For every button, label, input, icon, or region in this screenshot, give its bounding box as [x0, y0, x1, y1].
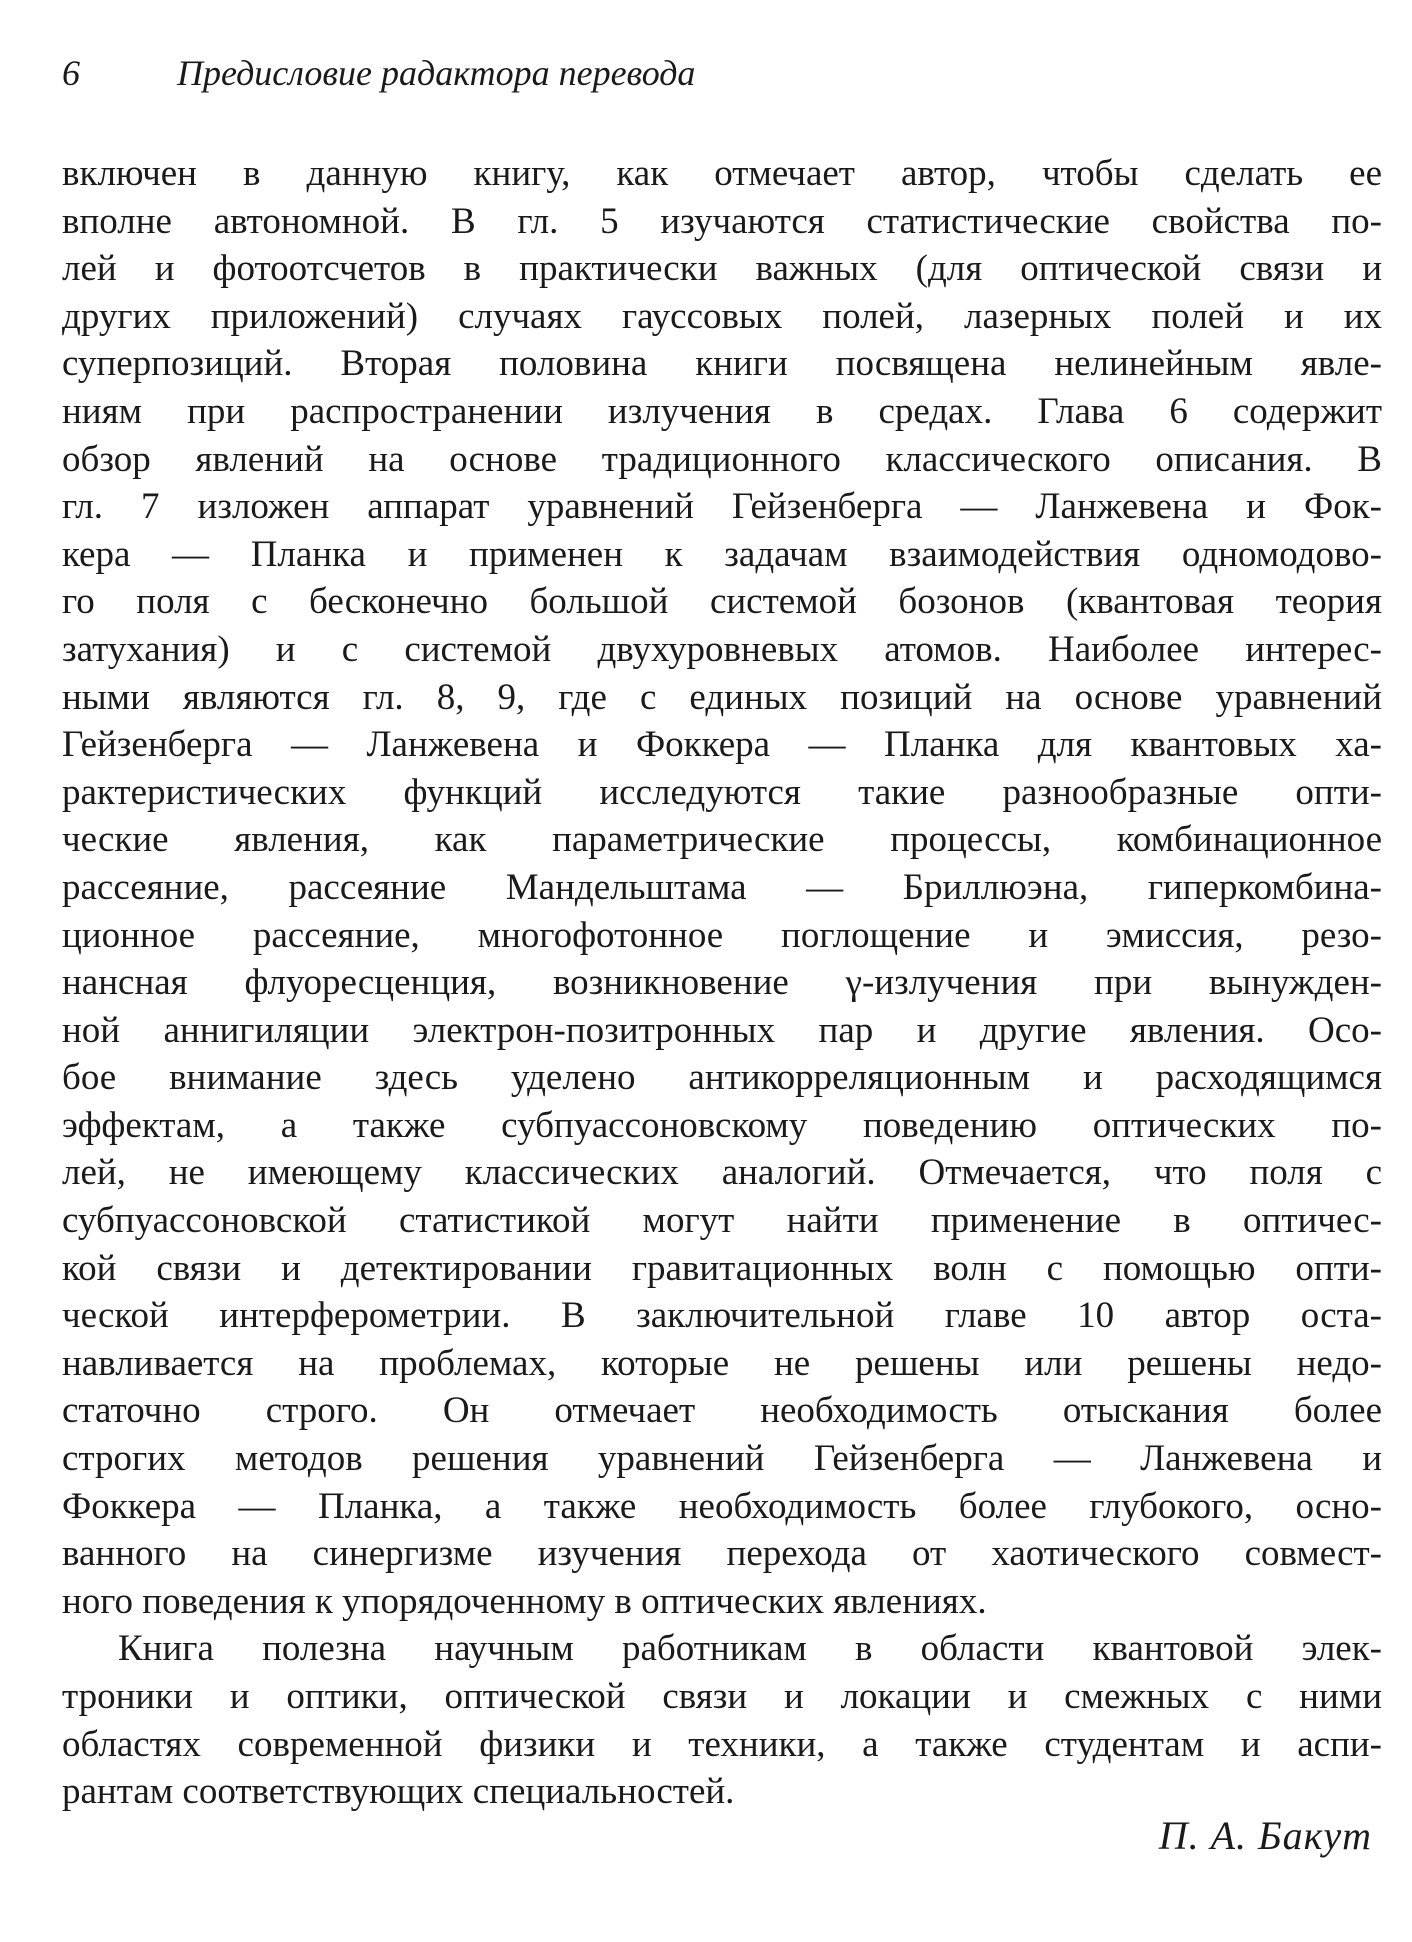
text-line: ной аннигиляции электрон-позитронных пар и другие явления. Осо- [62, 1009, 1382, 1051]
text-line: рактеристических функций исследуются такие разнообразные опти- [62, 771, 1382, 813]
text-line: суперпозиций. Вторая половина книги посвящена нелинейным явле- [62, 343, 1382, 385]
page-number: 6 [62, 53, 80, 93]
running-head [62, 48, 1362, 98]
text-line: ческие явления, как параметрические процессы, комбинационное [62, 819, 1382, 861]
paragraph [62, 1625, 1382, 1815]
text-line: нансная флуоресценция, возникновение γ-излучения при вынужден- [62, 962, 1382, 1004]
text-line: Гейзенберга — Ланжевена и Фоккера — Планка для квантовых ха- [62, 724, 1382, 766]
text-line: лей, не имеющему классических аналогий. Отмечается, что поля с [62, 1152, 1382, 1194]
text-line: других приложений) случаях гауссовых полей, лазерных полей и их [62, 295, 1382, 337]
text-line: вполне автономной. В гл. 5 изучаются статистические свойства по- [62, 200, 1382, 242]
text-line: статочно строго. Он отмечает необходимость отыскания более [62, 1390, 1382, 1432]
text-line: навливается на проблемах, которые не решены или решены недо- [62, 1342, 1382, 1384]
text-line: ционное рассеяние, многофотонное поглощение и эмиссия, резо- [62, 914, 1382, 956]
body-text [62, 150, 1382, 1816]
text-line: субпуассоновской статистикой могут найти применение в оптичес- [62, 1200, 1382, 1242]
text-line: рассеяние, рассеяние Мандельштама — Бриллюэна, гиперкомбина- [62, 866, 1382, 908]
text-line: ного поведения к упорядоченному в оптических явлениях. [62, 1580, 987, 1622]
text-line: троники и оптики, оптической связи и локации и смежных с ними [62, 1676, 1382, 1717]
text-line: ниям при распространении излучения в средах. Глава 6 содержит [62, 390, 1382, 432]
text-line: ческой интерферометрии. В заключительной главе 10 автор оста- [62, 1295, 1382, 1337]
text-line: го поля с бесконечно большой системой бозонов (квантовая теория [62, 581, 1382, 623]
text-line: ными являются гл. 8, 9, где с единых позиций на основе уравнений [62, 676, 1382, 718]
text-line: включен в данную книгу, как отмечает автор, чтобы сделать ее [62, 153, 1382, 194]
text-line: эффектам, а также субпуассоновскому поведению оптических по- [62, 1104, 1382, 1146]
text-line: строгих методов решения уравнений Гейзенберга — Ланжевена и [62, 1438, 1382, 1480]
text-line: затухания) и с системой двухуровневых атомов. Наиболее интерес- [62, 628, 1382, 670]
text-line: ванного на синергизме изучения перехода от хаотического совмест- [62, 1533, 1382, 1575]
text-line: бое внимание здесь уделено антикорреляционным и расходящимся [62, 1057, 1382, 1099]
text-line: рантам соответствующих специальностей. [62, 1771, 735, 1813]
paragraph [62, 150, 1382, 1625]
text-line: обзор явлений на основе традиционного классического описания. В [62, 438, 1382, 480]
text-line: гл. 7 изложен аппарат уравнений Гейзенберга — Ланжевена и Фок- [62, 486, 1382, 528]
text-line: лей и фотоотсчетов в практически важных (для оптической связи и [62, 248, 1382, 290]
text-line: кера — Планка и применен к задачам взаимодействия одномодово- [62, 533, 1382, 575]
running-title: Предисловие радактора перевода [177, 53, 696, 93]
signature: П. А. Бакут [1158, 1813, 1372, 1858]
text-line: Книга полезна научным работникам в области квантовой элек- [118, 1628, 1382, 1670]
text-line: кой связи и детектировании гравитационных волн с помощью опти- [62, 1247, 1382, 1289]
text-line: областях современной физики и техники, а также студентам и аспи- [62, 1723, 1382, 1765]
text-line: Фоккера — Планка, а также необходимость более глубокого, осно- [62, 1485, 1382, 1527]
